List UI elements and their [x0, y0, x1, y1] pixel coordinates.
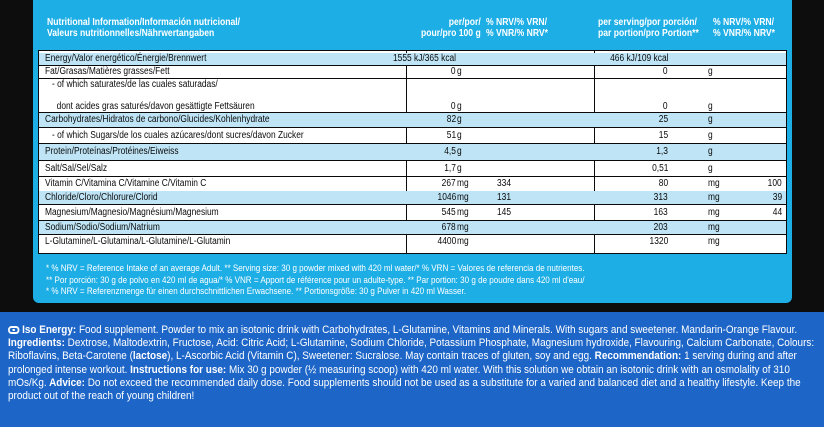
table-row — [39, 53, 786, 66]
nrv2-header — [713, 17, 775, 39]
table-row — [39, 191, 786, 205]
value-per-serving: 1320 — [649, 236, 668, 247]
value-per-100g: 678 — [441, 222, 456, 233]
nutrient-label: Salt/Sal/Sel/Salz — [45, 163, 108, 174]
recommendation-text: 1 serving during and after prolonged intense workout. — [8, 350, 797, 376]
value-per-100g: 0 — [451, 66, 456, 77]
footnote-line: * % NRV = Referenzmenge für einen durchschnittlichen Erwachsene. ** Portionsgröße: 30 g Pulver in 420 ml Wasser. — [46, 286, 466, 297]
value-per-serving: 0,51 — [651, 163, 668, 174]
table-row — [39, 177, 786, 191]
title-line-1: Nutritional Information/Información nutricional/ — [47, 17, 241, 28]
nrv1-header-line-1: % NRV/% VRN/ — [486, 17, 548, 28]
nutrient-label: Magnesium/Magnesio/Magnésium/Magnesium — [45, 207, 219, 218]
product-name: Iso Energy: — [22, 324, 77, 336]
table-title — [47, 17, 240, 39]
allergen-lactose: lactose — [132, 350, 168, 363]
value-per-serving: 1,3 — [656, 146, 668, 157]
unit-per-serving: g — [708, 101, 713, 112]
brand-logo-icon — [8, 326, 19, 334]
unit-per-serving: g — [708, 146, 713, 157]
value-per-100g: 0 — [451, 101, 456, 112]
ingredients-text: Dextrose, Maltodextrin, Fructose, Acid: Citric Acid; L-Glutamine, Sodium Chloride, Potassium Phosphate, Magnesium hydroxide, Flavouring, Calcium Carbonate, Colours: Riboflavins, Beta-Carotene ( — [8, 337, 815, 363]
description-text — [8, 324, 818, 403]
nrv-per-100g: 131 — [497, 192, 512, 203]
nrv1-header — [486, 17, 548, 39]
nrv-per-serving: 44 — [772, 207, 782, 218]
value-per-serving: 466 kJ/109 kcal — [609, 53, 668, 64]
nrv-per-serving: 39 — [772, 192, 782, 203]
nutrient-label: Sodium/Sodio/Sodium/Natrium — [45, 222, 160, 233]
nrv2-header-line-1: % NRV/% VRN/ — [713, 17, 775, 28]
nutrient-label: Vitamin C/Vitamina C/Vitamine C/Vitamin C — [45, 178, 207, 189]
unit-per-serving: mg — [708, 178, 720, 189]
nutrient-label: Energy/Valor energético/Énergie/Brennwert — [45, 53, 207, 64]
nutrient-label: Fat/Grasas/Matières grasses/Fett — [45, 66, 170, 77]
unit-per-serving: g — [708, 66, 713, 77]
nutrient-label: Carbohydrates/Hidratos de carbono/Glucides/Kohlenhydrate — [45, 114, 270, 125]
value-per-serving: 203 — [653, 222, 668, 233]
serving-header-line-2: par portion/pro Portion** — [598, 28, 699, 39]
per100-header — [421, 17, 481, 39]
unit-per-100g: mg — [457, 192, 469, 203]
table-row — [39, 66, 786, 79]
table-row — [39, 235, 786, 249]
value-per-100g: 51 — [446, 130, 456, 141]
value-per-100g: 1,7 — [444, 163, 456, 174]
nutrient-label: dont acides gras saturés/davon gesättigte Fettsäuren — [45, 101, 255, 112]
table-row — [39, 113, 786, 128]
unit-per-100g: g — [457, 130, 462, 141]
value-per-100g: 82 — [446, 114, 456, 125]
value-per-100g: 267 — [441, 178, 456, 189]
value-per-100g: 4400 — [437, 236, 456, 247]
nutrient-label: Protein/Proteínas/Protéines/Eiweiss — [45, 146, 179, 157]
unit-per-serving: mg — [708, 236, 720, 247]
value-per-serving: 25 — [658, 114, 668, 125]
per100-header-line-1: per/por/ — [448, 17, 481, 28]
value-per-serving: 313 — [653, 192, 668, 203]
table-row — [39, 79, 786, 92]
table-row — [39, 128, 786, 144]
unit-per-100g: g — [457, 114, 462, 125]
footnote-line: * % NRV = Reference Intake of an average Adult. ** Serving size: 30 g powder mixed with 420 ml water/* % VRN = Valores de referencia de nutrientes. — [46, 263, 585, 274]
table-row — [39, 161, 786, 177]
unit-per-100g: g — [457, 101, 462, 112]
serving-header-line-1: per serving/por porción/ — [598, 17, 697, 28]
nutrient-label: Chloride/Cloro/Chlorure/Clorid — [45, 192, 158, 203]
advice-label: Advice: — [46, 376, 85, 389]
instructions-label: Instructions for use: — [127, 363, 227, 376]
unit-per-100g: mg — [457, 236, 469, 247]
table-row — [39, 92, 786, 113]
product-description — [0, 312, 824, 427]
value-per-100g: 1555 kJ/365 kcal — [392, 53, 456, 64]
unit-per-100g: mg — [457, 178, 469, 189]
value-per-serving: 163 — [653, 207, 668, 218]
table-row — [39, 205, 786, 221]
value-per-serving: 80 — [658, 178, 668, 189]
unit-per-serving: g — [708, 163, 713, 174]
unit-per-100g: mg — [457, 222, 469, 233]
value-per-100g: 1046 — [437, 192, 456, 203]
table-row — [39, 144, 786, 161]
nrv-per-100g: 145 — [497, 207, 512, 218]
title-line-2: Valeurs nutritionnelles/Nährwertangaben — [47, 28, 215, 39]
ingredients-text-2: ), L-Ascorbic Acid (Vitamin C), Sweetener: Sucralose. May contain traces of gluten, soy and egg. — [167, 350, 592, 363]
unit-per-serving: mg — [708, 207, 720, 218]
value-per-100g: 545 — [441, 207, 456, 218]
unit-per-serving: g — [708, 130, 713, 141]
product-desc: Food supplement. Powder to mix an isotonic drink with Carbohydrates, L-Glutamine, Vitamins and Minerals. With sugars and sweetener. Mandarin-Orange Flavour. — [76, 324, 798, 336]
nutrient-label: L-Glutamine/L-Glutamina/L-Glutamine/L-Glutamin — [45, 236, 231, 247]
recommendation-label: Recommendation: — [591, 350, 682, 363]
value-per-serving: 0 — [663, 101, 668, 112]
unit-per-100g: mg — [457, 207, 469, 218]
nrv-per-serving: 100 — [767, 178, 782, 189]
table-row — [39, 221, 786, 235]
unit-per-100g: g — [457, 146, 462, 157]
nrv1-header-line-2: % VNR/% NRV* — [486, 28, 548, 39]
footnotes — [46, 263, 786, 298]
value-per-serving: 15 — [658, 130, 668, 141]
nrv2-header-line-2: % VNR/% NRV* — [713, 28, 775, 39]
serving-header — [598, 17, 699, 39]
ingredients-label: Ingredients: — [8, 337, 65, 350]
unit-per-100g: g — [457, 163, 462, 174]
footnote-line: ** Por porción: 30 g de polvo en 420 ml de agua/* % VNR = Apport de référence pour un adulte-type. ** Par portion: 30 g de poudre dans 420 ml d'eau/ — [46, 274, 585, 286]
unit-per-100g: g — [457, 66, 462, 77]
unit-per-serving: g — [708, 114, 713, 125]
advice-text: Do not exceed the recommended daily dose. Food supplements should not be used as a substitute for a varied and balanced diet and a healthy lifestyle. Keep the product out of the reach of young children! — [8, 376, 801, 403]
value-per-serving: 0 — [663, 66, 668, 77]
nutrient-label: - of which Sugars/de los cuales azúcares/dont sucres/davon Zucker — [45, 130, 304, 141]
nutrient-label: - of which saturates/de las cuales saturadas/ — [45, 79, 218, 90]
per100-header-line-2: pour/pro 100 g — [421, 28, 481, 39]
instructions-text: Mix 30 g powder (½ measuring scoop) with 420 ml water. With this solution we obtain an isotonic drink with an osmolality of 310 mOs/Kg. — [8, 363, 790, 389]
nrv-per-100g: 334 — [497, 178, 512, 189]
nutrition-table — [38, 50, 787, 254]
unit-per-serving: mg — [708, 192, 720, 203]
value-per-100g: 4,5 — [444, 146, 456, 157]
unit-per-serving: mg — [708, 222, 720, 233]
